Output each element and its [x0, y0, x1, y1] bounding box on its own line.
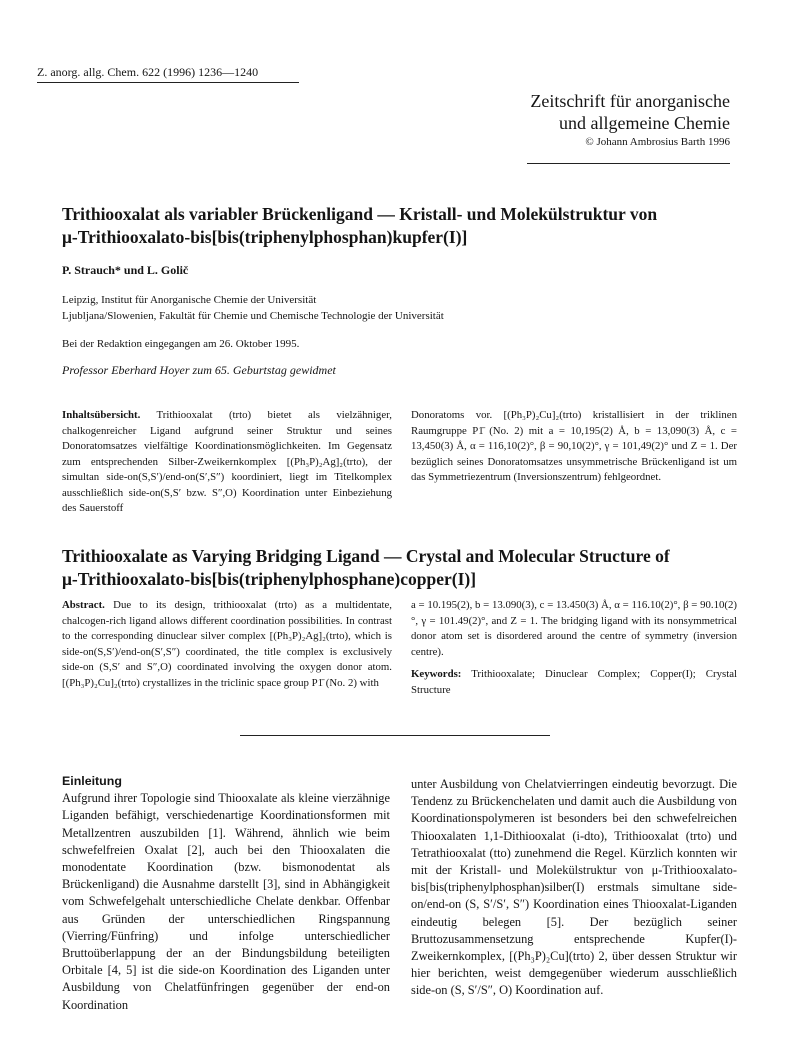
journal-line-2: und allgemeine Chemie [559, 113, 730, 133]
journal-line-1: Zeitschrift für anorganische [530, 91, 730, 111]
dedication: Professor Eberhard Hoyer zum 65. Geburtstag gewidmet [62, 363, 336, 377]
german-abstract-right [411, 408, 737, 486]
affiliations [62, 292, 444, 324]
intro-left-text: Aufgrund ihrer Topologie sind Thiooxalate als kleine vierzähnige Liganden befähigt, verschiedenartige Koordinationsformen mit Metallzentren auszubilden [1]. Während, ähnlich wie beim schwefelfreien Oxalat [2], auch bei den Thiooxalaten die monodentate Koordination (bzw. bismonodentat als Brückenligand) die Ausnahme darstellt [3], sind in Abhängigkeit vom Schwefelgehalt unterschiedliche Chelate denkbar. Offenbar aus Gründen der unterschiedlichen Ringspannung (Vierring/Fünfring) und infolge unterschiedlicher Bruttoüberlappung der an der Bindungsbildung beteiligten Orbitale [4, 5] ist die side-on Koordination des Liganden unter Ausbildung von Chelatfünfringen gegenüber der end-on Koordination [62, 791, 390, 1012]
german-abstract-left-text: Trithiooxalat (trto) bietet als vielzähniger, chalkogenreicher Ligand aufgrund seiner Struktur und seines Donoratomsatzes vielfältige Koordinationsmöglichkeiten. Im Gegensatz zum entsprechenden Silber-Zweikernkomplex [(Ph₃P)₂Ag]₂(trto), der simultan side-on(S,S′)/end-on(S′,S″) koordiniert, liegt im Titelkomplex ausschließlich side-on(S,S′ bzw. S″,O) Koordination unter Einbeziehung des Sauerstoff [62, 409, 392, 514]
english-abstract-left [62, 598, 392, 691]
keywords-label: Keywords: [411, 668, 462, 680]
intro-right-text: unter Ausbildung von Chelatvierringen eindeutig bevorzugt. Die Tendenz zu Brückenchelaten und damit auch die Ausbildung von Koordinationspolymeren ist besonders bei den schwefelreichen Thiooxalaten 1,1-Dithiooxalat (i-dto), Trithiooxalat (trto) und Tetrathiooxalat (tto) zunehmend die Regel. Kürzlich konnten wir mit der Kristall- und Molekülstruktur von μ-Trithiooxalato-bis[bis(triphenylphosphan)silber(I) erstmals simultane side-on/end-on (S, S′/S′, S″) Koordination eines Thiooxalat-Liganden eindeutig belegen [5]. Der bezüglich seiner Bruttozusammensetzung entsprechende Kupfer(I)-Zweikernkomplex, [(Ph₃P)₂Cu](trto) 2, über dessen Struktur wir hier berichten, weist demgegenüber wiederum ausschließlich side-on (S, S′/S″, O) Koordination auf. [411, 777, 737, 998]
intro-left-column [62, 773, 390, 1014]
intro-right-column [411, 776, 737, 1000]
intro-heading: Einleitung [62, 774, 122, 788]
section-divider [240, 735, 550, 736]
english-abstract-left-text: Due to its design, trithiooxalat (trto) as a multidentate, chalcogen-rich ligand allows different coordination possibilities. In contrast to the corresponding dinuclear silver complex [(Ph₃P)₂Ag]₂(trto), which is side-on(S,S′)/end-on(S′,S″) coordinated, the title complex is exclusively side-on (S,S′ and S″,O) coordinated involving the oxygen donor atom. [(Ph₃P)₂Cu]₂(trto) crystallizes in the triclinic space group P1̄ (No. 2) with [62, 599, 392, 689]
keywords-text: Trithiooxalate; Dinuclear Complex; Copper(I); Crystal Structure [411, 668, 737, 696]
abstract-label-en: Abstract. [62, 599, 105, 611]
journal-rule [527, 163, 730, 164]
english-title-line-2: μ-Trithiooxalato-bis[bis(triphenylphosphane)copper(I)] [62, 569, 477, 589]
journal-copyright: © Johann Ambrosius Barth 1996 [585, 136, 730, 148]
german-abstract-left [62, 408, 392, 517]
citation: Z. anorg. allg. Chem. 622 (1996) 1236—1240 [37, 65, 259, 79]
german-title-line-2: μ-Trithiooxalato-bis[bis(triphenylphosphan)kupfer(I)] [62, 227, 468, 247]
german-title-line-1: Trithiooxalat als variabler Brückenligand — Kristall- und Molekülstruktur von [62, 204, 658, 224]
journal-title [530, 90, 730, 150]
affiliation-1: Leipzig, Institut für Anorganische Chemie der Universität [62, 294, 317, 306]
english-title [62, 545, 752, 591]
authors: P. Strauch* und L. Golič [62, 263, 189, 277]
received-date: Bei der Redaktion eingegangen am 26. Oktober 1995. [62, 338, 300, 350]
header-rule [37, 82, 299, 83]
abstract-label-de: Inhaltsübersicht. [62, 409, 141, 421]
german-abstract-right-text: Donoratoms vor. [(Ph₃P)₂Cu]₂(trto) kristallisiert in der triklinen Raumgruppe P1̄ (No. 2) mit a = 10,195(2) Å, b = 13,090(3) Å, c = 13,450(3) Å, α = 116,10(2)°, β = 90,10(2)°, γ = 101,49(2)° und Z = 1. Der bezüglich seines Donoratomsatzes unsymmetrische Brückenligand ist um das Symmetriezentrum (Inversionszentrum) fehlgeordnet. [411, 409, 737, 483]
affiliation-2: Ljubljana/Slowenien, Fakultät für Chemie und Chemische Technologie der Universität [62, 310, 444, 322]
english-abstract-right [411, 598, 737, 698]
english-title-line-1: Trithiooxalate as Varying Bridging Ligand — Crystal and Molecular Structure of [62, 546, 670, 566]
english-abstract-right-text: a = 10.195(2), b = 13.090(3), c = 13.450(3) Å, α = 116.10(2)°, β = 90.10(2)°, γ = 101.49(2)°, and Z = 1. The bridging ligand with its nonsymmetrical donor atom set is disordered around the centre of symmetry (inversion centre). [411, 599, 737, 658]
german-title [62, 203, 752, 249]
